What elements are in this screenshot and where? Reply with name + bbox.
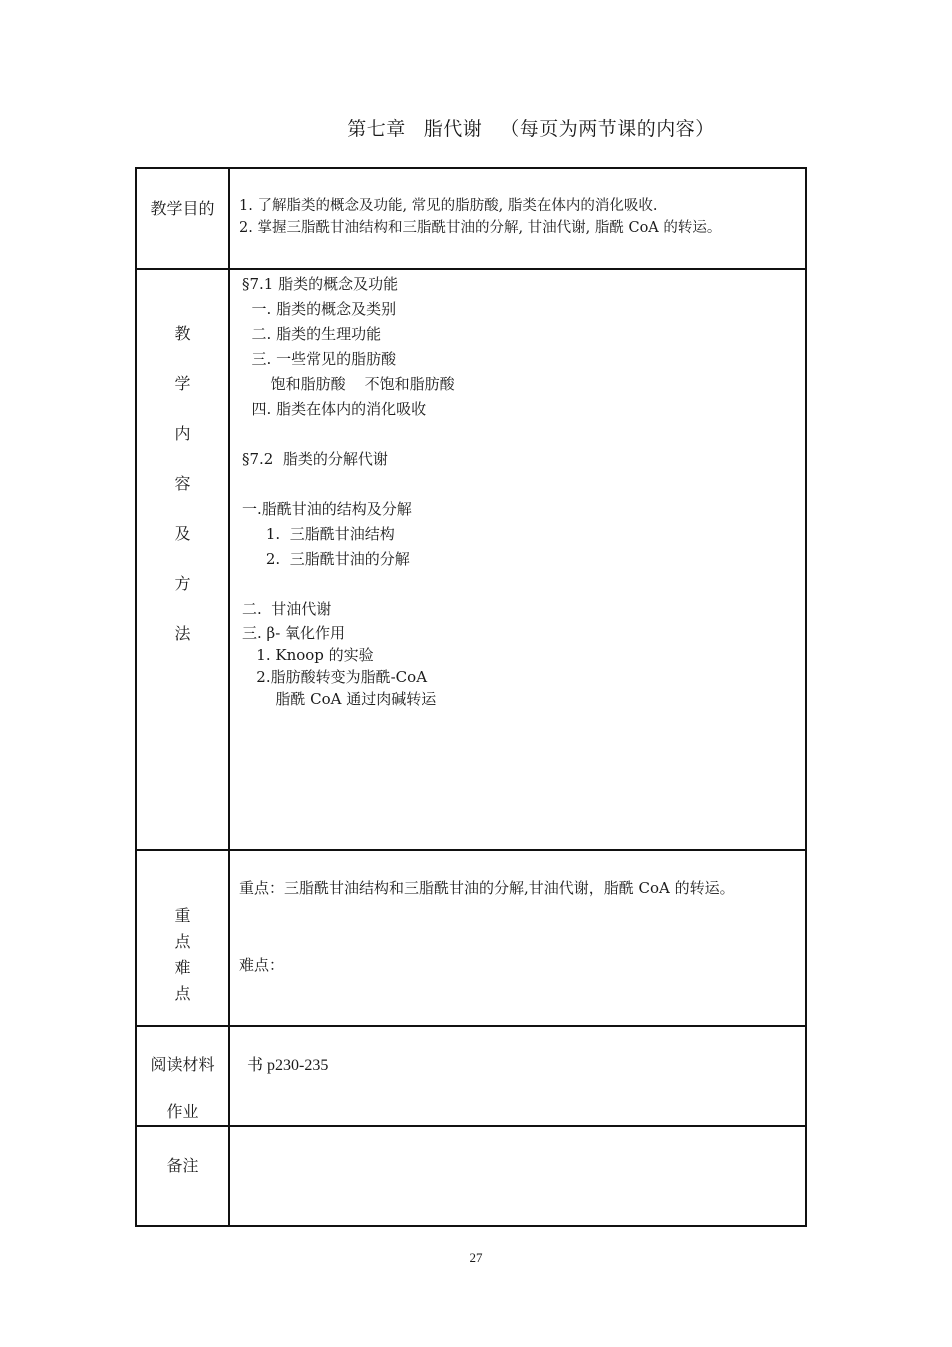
outline-line: 二. 脂类的生理功能: [242, 325, 382, 343]
outline-line: §7.2 脂类的分解代谢: [242, 450, 388, 468]
outline-line: [242, 572, 805, 597]
objective-label: 教学目的: [150, 199, 215, 218]
outline-line: 2.脂肪酸转变为脂酰-CoA: [242, 668, 428, 686]
outline-line: [242, 472, 805, 497]
chapter-note: （每页为两节课的内容）: [500, 118, 715, 140]
key-points-text: [230, 851, 805, 978]
content-label-char: 法: [174, 624, 191, 643]
chapter-topic: 脂代谢: [423, 118, 483, 140]
page-title: [0, 114, 952, 141]
reading-row: [136, 1026, 806, 1126]
content-label-char: 学: [174, 374, 191, 393]
remarks-text: [230, 1127, 805, 1152]
key-label-char: 点: [174, 984, 191, 1003]
outline-line: 一. 脂类的概念及类别: [242, 300, 397, 318]
content-label-char: 及: [174, 524, 191, 543]
outline-line: 一.脂酰甘油的结构及分解: [242, 500, 412, 518]
remarks-row: [136, 1126, 806, 1226]
key-point-line: 重点：三脂酰甘油结构和三脂酰甘油的分解,甘油代谢，脂酰 CoA 的转运。: [239, 879, 735, 897]
lesson-plan-table: [135, 167, 807, 1227]
key-points-label: [137, 851, 228, 1007]
outline-subsection: [242, 622, 805, 710]
content-label-char: 内: [174, 424, 191, 443]
objective-line-2: 2. 掌握三脂酰甘油结构和三脂酰甘油的分解, 甘油代谢, 脂酰 CoA 的转运。: [239, 220, 722, 236]
key-points-row: [136, 850, 806, 1026]
content-label: [137, 270, 228, 672]
page-number: 27: [469, 1250, 483, 1265]
outline-line: 三. β- 氧化作用: [242, 624, 346, 642]
reading-label: [137, 1027, 228, 1124]
key-label-char: 难: [174, 958, 191, 977]
outline-line: 四. 脂类在体内的消化吸收: [242, 400, 427, 418]
objective-line-1: 1. 了解脂类的概念及功能, 常见的脂肪酸, 脂类在体内的消化吸收.: [239, 198, 658, 214]
outline-line: 脂酰 CoA 通过肉碱转运: [242, 690, 437, 708]
outline-line: 1. Knoop 的实验: [242, 646, 374, 664]
key-label-char: 重: [174, 906, 191, 925]
outline-line: [242, 422, 805, 447]
content-label-char: 教: [174, 324, 191, 343]
objective-row: [136, 168, 806, 269]
homework-label-text: 作业: [166, 1102, 199, 1121]
content-label-char: 方: [174, 574, 191, 593]
outline-line: 饱和脂肪酸 不饱和脂肪酸: [242, 375, 455, 393]
outline-line: 二. 甘油代谢: [242, 600, 332, 618]
reading-label-text: 阅读材料: [150, 1055, 215, 1074]
content-label-char: 容: [174, 474, 191, 493]
objective-text: [230, 169, 805, 239]
chapter-number: 第七章: [347, 118, 406, 140]
content-outline: [230, 270, 805, 710]
outline-line: §7.1 脂类的概念及功能: [242, 275, 399, 293]
outline-line: 2. 三脂酰甘油的分解: [242, 550, 410, 568]
content-row: [136, 269, 806, 850]
reading-text: 书 p230-235: [247, 1057, 329, 1074]
outline-line: 三. 一些常见的脂肪酸: [242, 350, 397, 368]
outline-line: 1. 三脂酰甘油结构: [242, 525, 395, 543]
remarks-label: 备注: [166, 1156, 199, 1175]
difficult-point-line: 难点：: [239, 956, 285, 974]
key-label-char: 点: [174, 932, 191, 951]
